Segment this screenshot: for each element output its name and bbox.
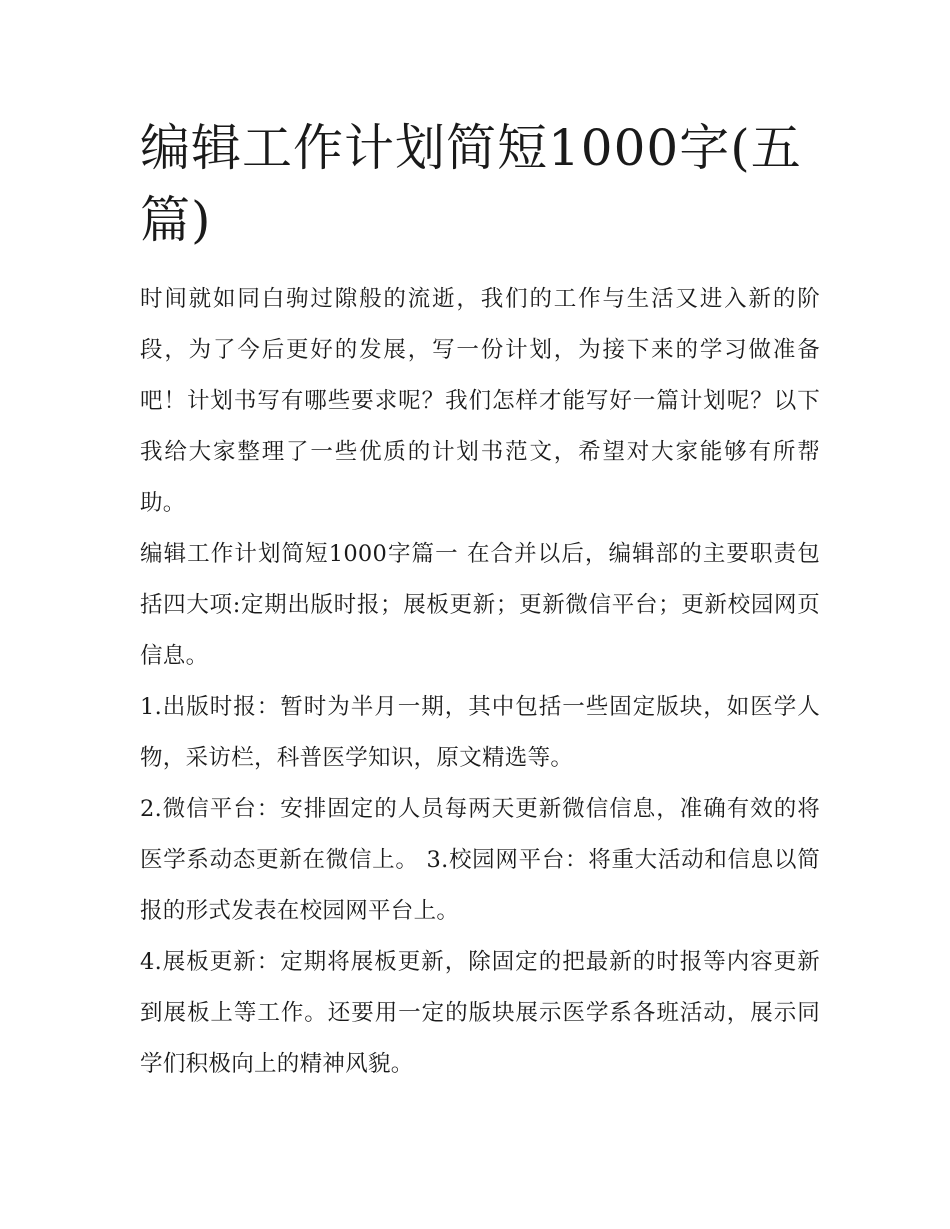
paragraph-item-2-3: 2.微信平台：安排固定的人员每两天更新微信信息，准确有效的将医学系动态更新在微信上。 3.校园网平台：将重大活动和信息以简报的形式发表在校园网平台上。 xyxy=(140,796,820,924)
paragraph-item-1: 1.出版时报：暂时为半月一期，其中包括一些固定版块，如医学人物，采访栏，科普医学知识，原文精选等。 xyxy=(140,694,820,771)
document-title: 编辑工作计划简短1000字(五篇) xyxy=(140,119,802,249)
paragraph-article-one: 编辑工作计划简短1000字篇一 在合并以后，编辑部的主要职责包括四大项:定期出版时报；展板更新；更新微信平台；更新校园网页信息。 xyxy=(140,541,820,669)
paragraph-intro: 时间就如同白驹过隙般的流逝，我们的工作与生活又进入新的阶段，为了今后更好的发展，写一份计划，为接下来的学习做准备吧！计划书写有哪些要求呢？我们怎样才能写好一篇计划呢？以下我给大家整理了一些优质的计划书范文，希望对大家能够有所帮助。 xyxy=(140,286,820,516)
document-body xyxy=(140,112,820,1090)
paragraph-item-4: 4.展板更新：定期将展板更新，除固定的把最新的时报等内容更新到展板上等工作。还要用一定的版块展示医学系各班活动，展示同学们积极向上的精神风貌。 xyxy=(140,949,820,1077)
